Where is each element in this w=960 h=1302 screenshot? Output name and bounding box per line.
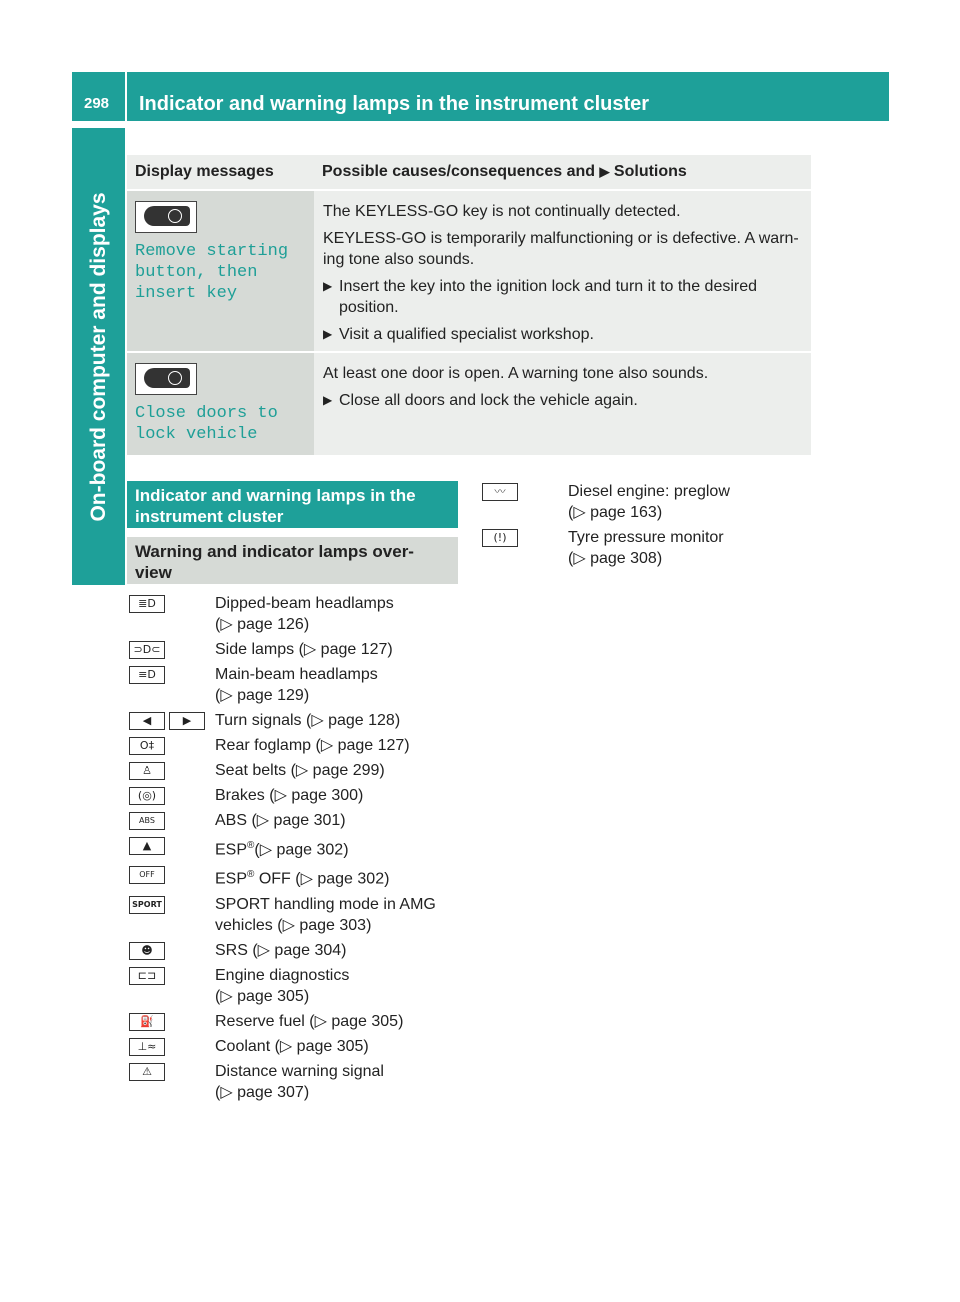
list-item: ⊏⊐ Engine diagnostics (▷ page 305) xyxy=(127,965,458,1007)
table-row xyxy=(127,352,811,455)
esp-icon: ▲ xyxy=(129,837,165,855)
lamp-list xyxy=(127,593,458,1107)
coolant-icon: ⊥≈ xyxy=(129,1038,165,1056)
cause-text: The KEYLESS-GO key is not continually detected. xyxy=(323,203,681,220)
key-icon xyxy=(135,201,197,233)
header-causes-solutions xyxy=(314,155,811,190)
message-text: Remove starting button, then insert key xyxy=(135,242,289,303)
list-item: ♙ Seat belts (▷ page 299) xyxy=(127,760,458,781)
cause-text: KEYLESS-GO is temporarily malfunctioning or is defective. A warn-ing tone also sounds. xyxy=(323,230,799,268)
list-item: ☻ SRS (▷ page 304) xyxy=(127,940,458,961)
cause-text: At least one door is open. A warning tone also sounds. xyxy=(323,365,709,382)
section-title: Indicator and warning lamps in the instrument cluster xyxy=(135,486,416,526)
rear-foglamp-icon: O‡ xyxy=(129,737,165,755)
message-cell xyxy=(127,190,314,352)
table-row xyxy=(127,190,811,352)
subsection-heading xyxy=(127,537,458,584)
step-arrow-icon: ▶ xyxy=(323,279,333,293)
page-number: 298 xyxy=(84,95,110,112)
side-lamps-icon: ⊃D⊂ xyxy=(129,641,165,659)
key-icon xyxy=(135,363,197,395)
list-item: ⛽ Reserve fuel (▷ page 305) xyxy=(127,1011,458,1032)
list-item: O‡ Rear foglamp (▷ page 127) xyxy=(127,735,458,756)
list-item: (◎) Brakes (▷ page 300) xyxy=(127,785,458,806)
main-beam-icon: ≡D xyxy=(129,666,165,684)
list-item: ABS ABS (▷ page 301) xyxy=(127,810,458,831)
list-item: (!) Tyre pressure monitor (▷ page 308) xyxy=(480,527,811,569)
seat-belt-icon: ♙ xyxy=(129,762,165,780)
solution-cell xyxy=(314,352,811,455)
section-heading xyxy=(127,481,458,528)
message-cell xyxy=(127,352,314,455)
solution-step: ▶ Visit a qualified specialist workshop. xyxy=(323,326,594,343)
message-text: Close doors to lock vehicle xyxy=(135,404,278,444)
header-causes-text: Possible causes/consequences and xyxy=(322,163,596,180)
header-display-messages: Display messages xyxy=(127,155,314,190)
srs-icon: ☻ xyxy=(129,942,165,960)
list-item: ◀ ▶ Turn signals (▷ page 128) xyxy=(127,710,458,731)
distance-warning-icon: ⚠ xyxy=(129,1063,165,1081)
solution-arrow-icon: ▶ xyxy=(599,164,610,179)
subsection-title: Warning and indicator lamps over-view xyxy=(135,542,414,582)
list-item: 〰 Diesel engine: preglow (▷ page 163) xyxy=(480,481,811,523)
step-arrow-icon: ▶ xyxy=(323,393,333,407)
chapter-tab xyxy=(72,128,125,585)
solution-step: ▶ Close all doors and lock the vehicle again. xyxy=(323,392,638,409)
dipped-beam-icon: ≣D xyxy=(129,595,165,613)
header-divider xyxy=(125,72,127,121)
list-item: ≣D Dipped-beam headlamps (▷ page 126) xyxy=(127,593,458,635)
list-item: ⊃D⊂ Side lamps (▷ page 127) xyxy=(127,639,458,660)
page-title: Indicator and warning lamps in the instrument cluster xyxy=(139,93,650,115)
turn-signal-right-icon: ▶ xyxy=(169,712,205,730)
abs-icon: ABS xyxy=(129,812,165,830)
step-arrow-icon: ▶ xyxy=(323,327,333,341)
list-item: ⊥≈ Coolant (▷ page 305) xyxy=(127,1036,458,1057)
solution-cell xyxy=(314,190,811,352)
list-item: SPORT SPORT handling mode in AMG vehicles (▷ page 303) xyxy=(127,894,458,936)
chapter-label: On-board computer and displays xyxy=(86,191,110,522)
display-messages-table xyxy=(127,155,811,455)
fuel-icon: ⛽ xyxy=(129,1013,165,1031)
list-item: ▲ ESP®(▷ page 302) xyxy=(127,835,458,860)
engine-diagnostics-icon: ⊏⊐ xyxy=(129,967,165,985)
list-item: OFF ESP® OFF (▷ page 302) xyxy=(127,864,458,889)
brakes-icon: (◎) xyxy=(129,787,165,805)
tyre-pressure-icon: (!) xyxy=(482,529,518,547)
solution-step: ▶ Insert the key into the ignition lock and turn it to the desired position. xyxy=(323,278,758,316)
table-header-row xyxy=(127,155,811,190)
list-item: ≡D Main-beam headlamps (▷ page 129) xyxy=(127,664,458,706)
header-solutions-text: Solutions xyxy=(613,163,687,180)
esp-off-icon: OFF xyxy=(129,866,165,884)
turn-signal-left-icon: ◀ xyxy=(129,712,165,730)
page-header xyxy=(72,72,889,121)
sport-icon: SPORT xyxy=(129,896,165,914)
list-item: ⚠ Distance warning signal (▷ page 307) xyxy=(127,1061,458,1103)
preglow-icon: 〰 xyxy=(482,483,518,501)
lamp-list-continued xyxy=(480,481,811,573)
